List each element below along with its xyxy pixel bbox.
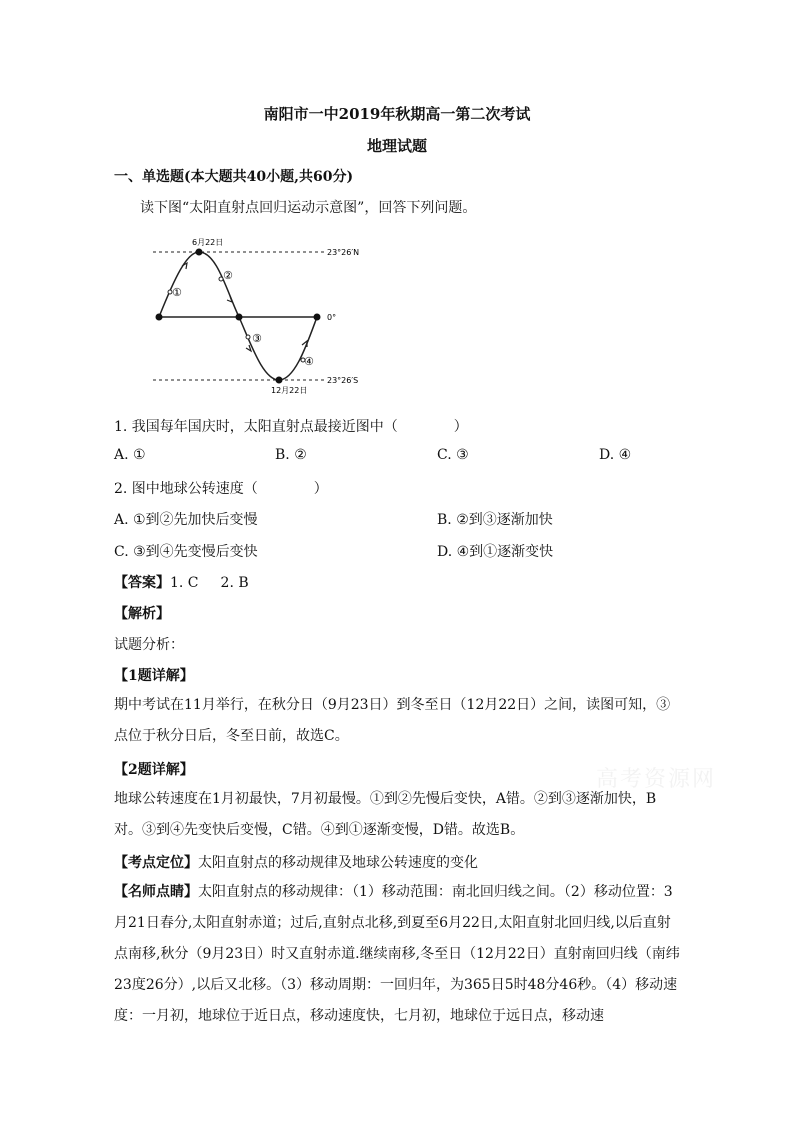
point-spring-equinox	[156, 314, 163, 321]
question-2-stem: 2. 图中地球公转速度（ ）	[114, 481, 328, 497]
solar-migration-diagram	[145, 232, 360, 397]
question-1-stem: 1. 我国每年国庆时，太阳直射点最接近图中（ ）	[114, 419, 468, 435]
marker-label-2: ②	[223, 269, 233, 282]
page-subtitle: 地理试题	[366, 137, 427, 155]
q2-detail-text: 地球公转速度在1月初最快，7月初最慢。①到②先慢后变快，A错。②到③逐渐加快，B对。③到④先变快后变慢，C错。④到①逐渐变慢，D错。故选B。	[114, 791, 657, 838]
point-june-solstice	[196, 249, 203, 256]
q1-option-c[interactable]: C. ③	[437, 447, 469, 463]
kaodian-line	[114, 852, 478, 872]
marker-label-4: ④	[304, 355, 314, 368]
mingshi-label: 【名师点睛】	[114, 884, 198, 900]
q2-option-a[interactable]: A. ①到②先加快后变慢	[114, 512, 258, 528]
analysis-label: 【解析】	[114, 606, 170, 622]
q2-detail-label: 【2题详解】	[114, 762, 194, 778]
point-next-equinox	[314, 314, 321, 321]
mingshi-paragraph	[114, 877, 682, 1032]
label-south-tropic: 23°26′S	[327, 376, 359, 385]
analysis-intro: 试题分析：	[114, 637, 184, 653]
answer-line	[114, 572, 249, 592]
watermark: 高考资源网	[596, 767, 717, 792]
kaodian-label: 【考点定位】	[114, 855, 198, 871]
answer-2: 2. B	[220, 575, 249, 591]
q1-detail-label: 【1题详解】	[114, 668, 194, 684]
q1-detail-text: 期中考试在11月举行，在秋分日（9月23日）到冬至日（12月22日）之间，读图可知，③点位于秋分日后，冬至日前，故选C。	[114, 697, 671, 744]
label-equator: 0°	[327, 313, 337, 322]
arrow-icon	[182, 263, 187, 269]
q2-option-b[interactable]: B. ②到③逐渐加快	[437, 512, 553, 528]
marker-label-3: ③	[252, 332, 262, 345]
answer-label: 【答案】	[114, 575, 170, 591]
mingshi-text: 太阳直射点的移动规律：（1）移动范围：南北回归线之间。（2）移动位置：3月21日春分,太阳直射赤道；过后,直射点北移,到夏至6月22日,太阳直射北回归线,以后直射点南移,秋分（9月23日）时又直射赤道.继续南移,冬至日（12月22日）直射南回归线（南纬23度26分）,以后又北移。（3）移动周期：一回归年，为365日5时48分46秒。（4）移动速度：一月初，地球位于近日点，移动速度快，七月初，地球位于远日点，移动速	[114, 884, 680, 1024]
question-intro: 读下图“太阳直射点回归运动示意图”，回答下列问题。	[140, 200, 477, 216]
marker-dot	[246, 335, 250, 339]
marker-label-1: ①	[172, 286, 182, 299]
label-june: 6月22日	[192, 238, 224, 247]
label-north-tropic: 23°26′N	[327, 248, 360, 257]
q2-option-c[interactable]: C. ③到④先变慢后变快	[114, 544, 258, 560]
label-december: 12月22日	[271, 386, 308, 395]
page-title: 南阳市一中2019年秋期高一第二次考试	[263, 105, 531, 123]
arrow-icon	[246, 345, 251, 351]
answer-1: 1. C	[170, 575, 199, 591]
kaodian-text: 太阳直射点的移动规律及地球公转速度的变化	[198, 855, 478, 871]
q1-option-a[interactable]: A. ①	[114, 447, 146, 463]
q2-option-d[interactable]: D. ④到①逐渐变快	[437, 544, 554, 560]
section-heading: 一、单选题(本大题共40小题,共60分)	[114, 169, 354, 185]
q1-option-d[interactable]: D. ④	[599, 447, 632, 463]
q1-option-b[interactable]: B. ②	[275, 447, 307, 463]
point-december-solstice	[276, 377, 283, 384]
point-autumn-equinox	[236, 314, 243, 321]
